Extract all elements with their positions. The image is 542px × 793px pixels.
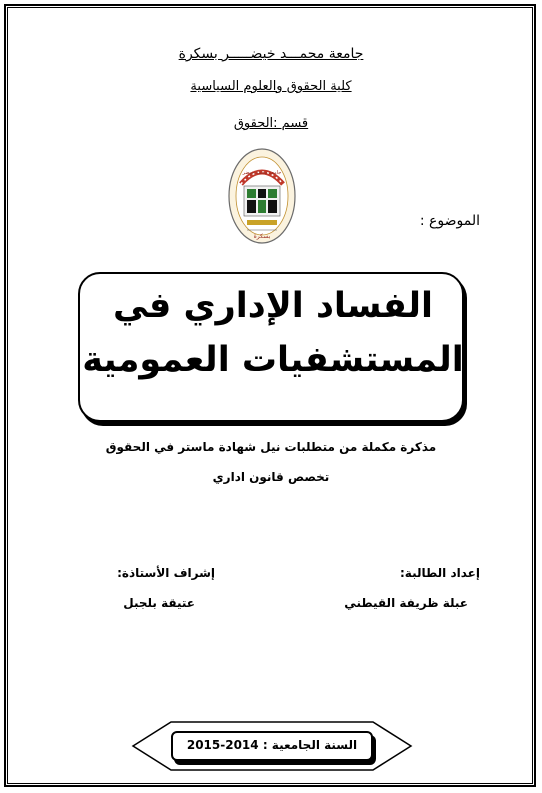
seal-bottom-text: بسكرة [253,233,271,240]
department-name: قسم :الحقوق [233,116,309,131]
seal-top-text: جامعة محمد خيضر [242,170,282,176]
subject-label: الموضوع : [419,213,480,229]
supervisor-name: عتيقة بلجبل [123,596,195,610]
university-name: جامعة محمـــد خيضـــــر بسكرة [178,46,364,62]
student-label: إعداد الطالبة: [400,566,480,580]
title-box [78,272,464,422]
faculty-name: كلية الحقوق والعلوم السياسية [190,79,352,94]
title-line-2: المستشفيات العمومية [82,340,464,380]
academic-year: السنة الجامعية : 2014-2015 [186,738,358,752]
memo-description: مذكرة مكملة من متطلبات نيل شهادة ماستر في الحقوق [105,440,437,454]
title-line-1: الفساد الإداري في [113,286,433,326]
specialization: تخصص قانون اداري [212,470,330,484]
university-seal-icon [227,146,297,246]
supervisor-label: إشراف الأستاذة: [117,566,215,580]
student-name: عبلة ظريفة القيطني [344,596,468,610]
